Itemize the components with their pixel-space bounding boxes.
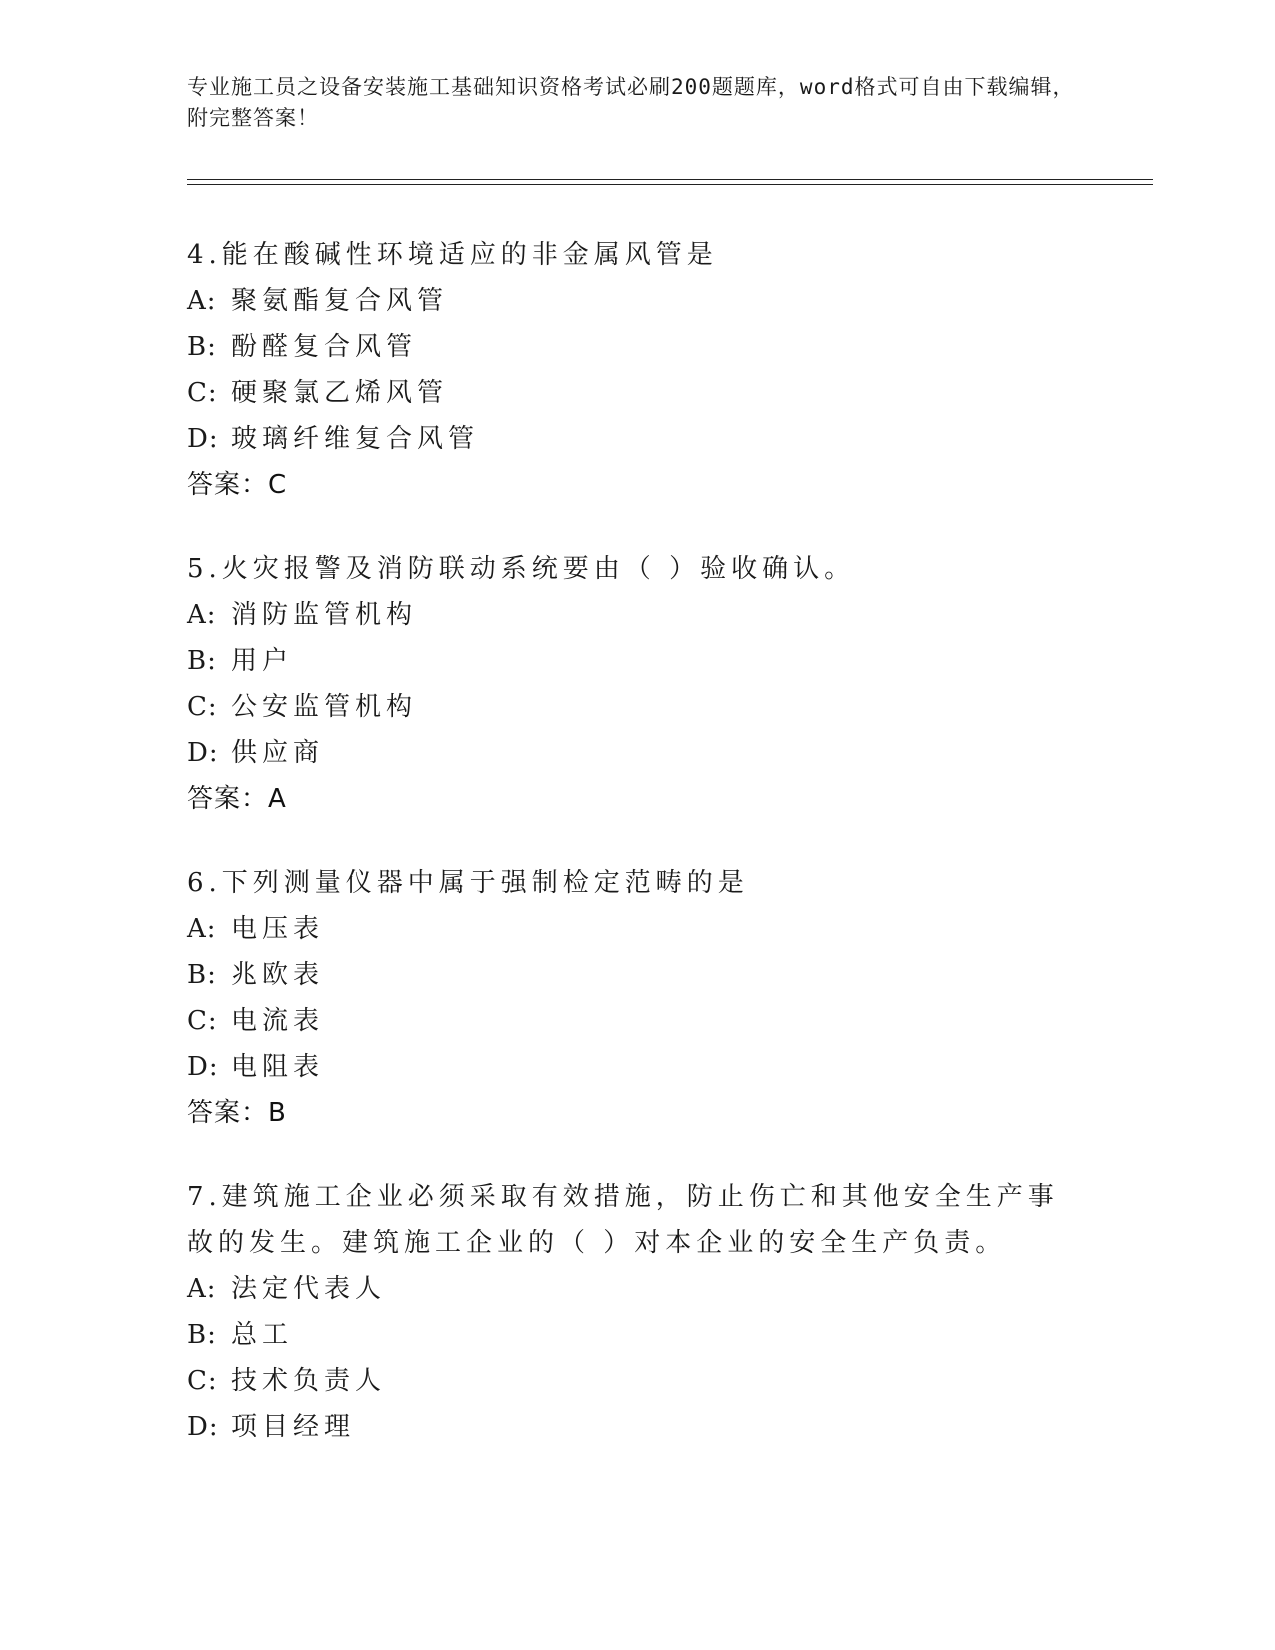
option-key: C: (187, 378, 218, 408)
header-divider-bottom (187, 184, 1153, 185)
option-text: 法定代表人 (231, 1274, 387, 1304)
option-d (187, 416, 1087, 462)
option-c (187, 998, 1087, 1044)
question-list (187, 232, 1087, 1488)
option-b (187, 952, 1087, 998)
option-b (187, 1312, 1087, 1358)
question-stem: 6.下列测量仪器中属于强制检定范畴的是 (187, 868, 749, 898)
option-text: 电流表 (231, 1006, 325, 1036)
option-b (187, 324, 1087, 370)
option-key: D: (187, 424, 219, 454)
option-text: 技术负责人 (231, 1366, 387, 1396)
option-key: A: (187, 1274, 217, 1304)
question-4 (187, 232, 1087, 508)
answer-line: 答案：B (187, 1098, 287, 1128)
option-key: A: (187, 600, 217, 630)
question-stem: 4.能在酸碱性环境适应的非金属风管是 (187, 240, 718, 270)
option-text: 酚醛复合风管 (231, 332, 418, 362)
option-a (187, 906, 1087, 952)
option-a (187, 1266, 1087, 1312)
answer-line: 答案：C (187, 470, 288, 500)
option-text: 用户 (231, 646, 294, 676)
option-key: B: (187, 332, 217, 362)
option-d (187, 730, 1087, 776)
option-a (187, 592, 1087, 638)
option-key: A: (187, 914, 217, 944)
option-key: D: (187, 738, 219, 768)
question-6 (187, 860, 1087, 1136)
question-stem: 7.建筑施工企业必须采取有效措施，防止伤亡和其他安全生产事故的发生。建筑施工企业的（ ）对本企业的安全生产负责。 (187, 1182, 1059, 1258)
option-text: 公安监管机构 (231, 692, 418, 722)
option-text: 兆欧表 (231, 960, 325, 990)
option-b (187, 638, 1087, 684)
option-text: 电阻表 (231, 1052, 325, 1082)
question-5 (187, 546, 1087, 822)
option-key: C: (187, 692, 218, 722)
question-7 (187, 1174, 1087, 1450)
option-c (187, 1358, 1087, 1404)
option-key: D: (187, 1052, 219, 1082)
option-text: 玻璃纤维复合风管 (231, 424, 480, 454)
option-c (187, 684, 1087, 730)
option-text: 供应商 (231, 738, 325, 768)
option-c (187, 370, 1087, 416)
option-d (187, 1044, 1087, 1090)
option-key: B: (187, 960, 217, 990)
option-key: B: (187, 646, 217, 676)
option-key: B: (187, 1320, 217, 1350)
header-divider-top (187, 179, 1153, 180)
option-a (187, 278, 1087, 324)
answer-line: 答案：A (187, 784, 287, 814)
option-text: 总工 (231, 1320, 294, 1350)
option-key: D: (187, 1412, 219, 1442)
option-key: A: (187, 286, 217, 316)
option-text: 硬聚氯乙烯风管 (231, 378, 449, 408)
document-header: 专业施工员之设备安装施工基础知识资格考试必刷200题题库，word格式可自由下载编辑，附完整答案！ (187, 75, 1075, 130)
option-text: 项目经理 (231, 1412, 356, 1442)
option-text: 电压表 (231, 914, 325, 944)
question-stem: 5.火灾报警及消防联动系统要由（ ）验收确认。 (187, 554, 856, 584)
option-key: C: (187, 1366, 218, 1396)
option-text: 消防监管机构 (231, 600, 418, 630)
option-d (187, 1404, 1087, 1450)
option-key: C: (187, 1006, 218, 1036)
option-text: 聚氨酯复合风管 (231, 286, 449, 316)
